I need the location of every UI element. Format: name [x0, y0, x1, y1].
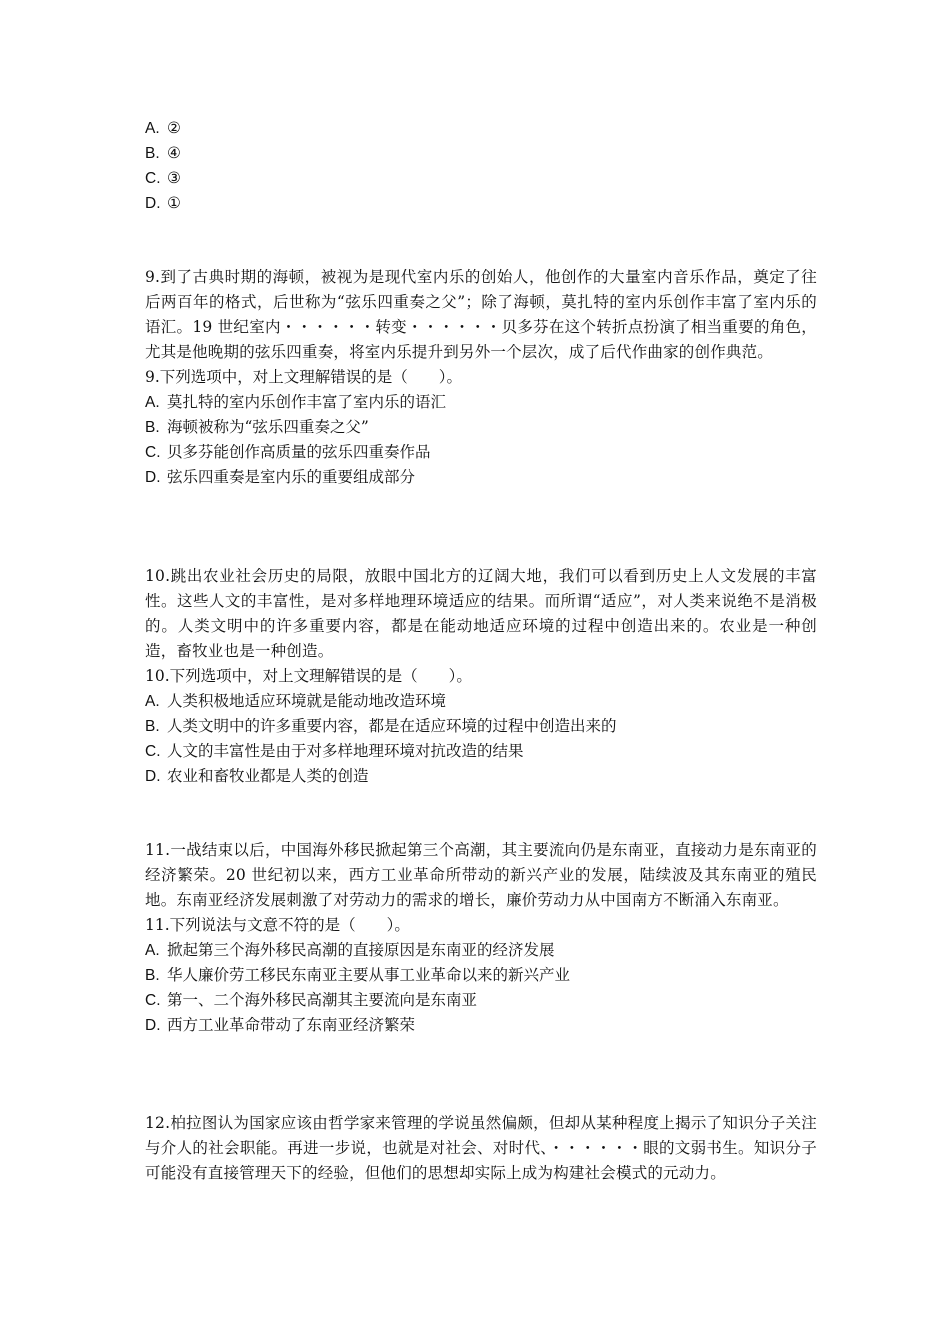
question-12 — [145, 1111, 817, 1186]
q11-option-c: C. 第一、二个海外移民高潮其主要流向是东南亚 — [145, 991, 478, 1009]
q12-passage: 12.柏拉图认为国家应该由哲学家来管理的学说虽然偏颇，但却从某种程度上揭示了知识分子关注与介人的社会职能。再进一步说，也就是对社会、对时代、・・・・・・眼的文弱书生。知识分子可能没有直接管理天下的经验，但他们的思想却实际上成为构建社会模式的元动力。 — [145, 1114, 817, 1182]
q11-option-b: B. 华人廉价劳工移民东南亚主要从事工业革命以来的新兴产业 — [145, 966, 571, 984]
question-9 — [145, 265, 817, 490]
q9-question: 9.下列选项中，对上文理解错误的是（ ）。 — [145, 368, 463, 386]
question-10 — [145, 564, 817, 789]
option-b: B. ④ — [145, 144, 181, 162]
q10-question: 10.下列选项中，对上文理解错误的是（ ）。 — [145, 667, 472, 685]
q11-option-d: D. 西方工业革命带动了东南亚经济繁荣 — [145, 1016, 416, 1034]
q10-passage: 10.跳出农业社会历史的局限，放眼中国北方的辽阔大地，我们可以看到历史上人文发展的丰富性。这些人文的丰富性，是对多样地理环境适应的结果。而所谓“适应”，对人类来说绝不是消极的。人类文明中的许多重要内容，都是在能动地适应环境的过程中创造出来的。农业是一种创造，畜牧业也是一种创造。 — [145, 567, 817, 660]
q9-passage: 9.到了古典时期的海顿，被视为是现代室内乐的创始人，他创作的大量室内音乐作品，奠定了往后两百年的格式，后世称为“弦乐四重奏之父”；除了海顿，莫扎特的室内乐创作丰富了室内乐的语汇。19 世纪室内・・・・・・转变・・・・・・贝多芬在这个转折点扮演了相当重要的角色，尤其是他晚期的弦乐四重奏，将室内乐提升到另外一个层次，成了后代作曲家的创作典范。 — [145, 268, 817, 361]
q8-options — [145, 116, 181, 216]
q9-option-d: D. 弦乐四重奏是室内乐的重要组成部分 — [145, 468, 416, 486]
q10-option-b: B. 人类文明中的许多重要内容，都是在适应环境的过程中创造出来的 — [145, 717, 617, 735]
question-11 — [145, 838, 817, 1038]
q10-option-d: D. 农业和畜牧业都是人类的创造 — [145, 767, 369, 785]
q11-passage: 11.一战结束以后，中国海外移民掀起第三个高潮，其主要流向仍是东南亚，直接动力是东南亚的经济繁荣。20 世纪初以来，西方工业革命所带动的新兴产业的发展，陆续波及其东南亚的殖民地。东南亚经济发展刺激了对劳动力的需求的增长，廉价劳动力从中国南方不断涌入东南亚。 — [145, 841, 817, 909]
q11-question: 11.下列说法与文意不符的是（ ）。 — [145, 916, 410, 934]
q10-option-a: A. 人类积极地适应环境就是能动地改造环境 — [145, 692, 447, 710]
q9-option-c: C. 贝多芬能创作高质量的弦乐四重奏作品 — [145, 443, 431, 461]
q10-option-c: C. 人文的丰富性是由于对多样地理环境对抗改造的结果 — [145, 742, 524, 760]
option-c: C. ③ — [145, 169, 181, 187]
q9-option-a: A. 莫扎特的室内乐创作丰富了室内乐的语汇 — [145, 393, 447, 411]
q9-option-b: B. 海顿被称为“弦乐四重奏之父” — [145, 418, 369, 436]
option-a: A. ② — [145, 119, 181, 137]
q11-option-a: A. 掀起第三个海外移民高潮的直接原因是东南亚的经济发展 — [145, 941, 555, 959]
option-d: D. ① — [145, 194, 181, 212]
